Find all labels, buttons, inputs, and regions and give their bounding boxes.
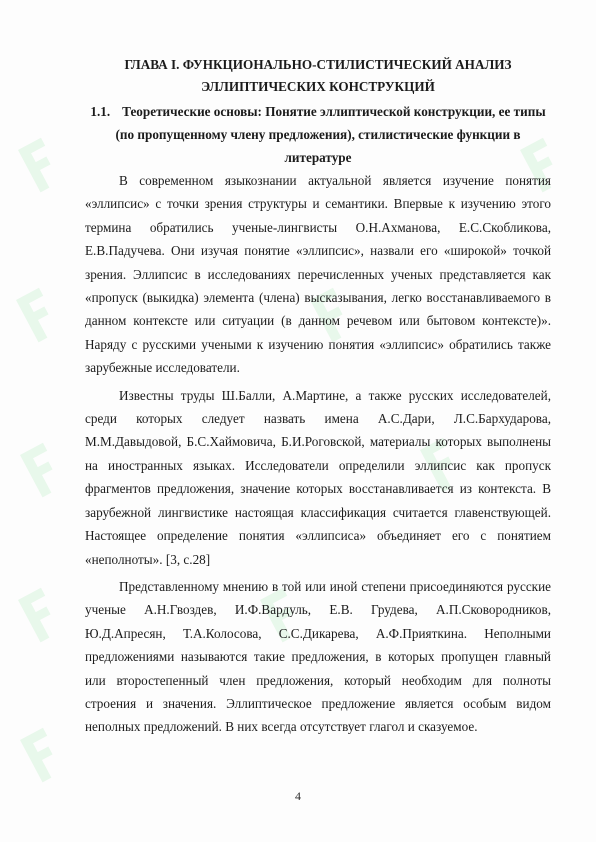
paragraph-3: Представленному мнению в той или иной степени присоединяются русские ученые А.Н.Гвоздев, И.Ф.Вардуль, Е.В. Грудева, А.П.Сковородников, Ю.Д.Апресян, Т.А.Колосова, С.С.Дикарева, А.Ф.Прияткина. Неполными предложениями называются такие предложения, в которых пропущен главный или второстепенный член предложения, который необходим для полноты строения и значения. Эллиптическое предложение является особым видом неполных предложений. В них всегда отсутствует глагол и сказуемое. — [85, 578, 551, 735]
paragraph-2: Известны труды Ш.Балли, А.Мартине, а также русских исследователей, среди которых следует назвать имена А.С.Дари, Л.С.Бархударова, М.М.Давыдовой, Б.С.Хаймовича, Б.И.Роговской, материалы которых выполнены на иностранных языках. Исследователи определили эллипсис как пропуск фрагментов предложения, значение которых восстанавливается из контекста. В зарубежной лингвистике настоящая классификация считается главенствующей. Настоящее определение понятия «эллипсиса» объединяет его с понятием «неполноты». [3, с.28] — [85, 387, 551, 567]
section-title-text: Теоретические основы: Понятие эллиптической конструкции, ее типы (по пропущенному члену предложения), стилистические функции в литературе — [115, 104, 546, 165]
chapter-title-line2: ЭЛЛИПТИЧЕСКИХ КОНСТРУКЦИЙ — [201, 79, 435, 94]
paragraph-1: В современном языкознании актуальной является изучение понятия «эллипсис» с точки зрения структуры и семантики. Впервые к изучению этого термина обратились ученые-лингвисты О.Н.Ахманова, Е.С.Скобликова, Е.В.Падучева. Они изучая понятие «эллипсис», назвали его «широкой» точкой зрения. Эллипсис в исследованиях перечисленных ученых представляется как «пропуск (выкидка) элемента (члена) высказывания, легко восстанавливаемого в данном контексте или ситуации (в данном речевом или бытовом контексте)». Наряду с русскими учеными к изучению понятия «эллипсис» обратились также зарубежные исследователи. — [85, 173, 551, 376]
chapter-title-line1: ГЛАВА I. ФУНКЦИОНАЛЬНО-СТИЛИСТИЧЕСКИЙ АНАЛИЗ — [124, 57, 512, 72]
chapter-title — [85, 54, 551, 98]
section-title — [85, 100, 551, 169]
document-body — [85, 54, 551, 739]
page-number: 4 — [295, 789, 301, 803]
section-number: 1.1. — [90, 104, 111, 119]
